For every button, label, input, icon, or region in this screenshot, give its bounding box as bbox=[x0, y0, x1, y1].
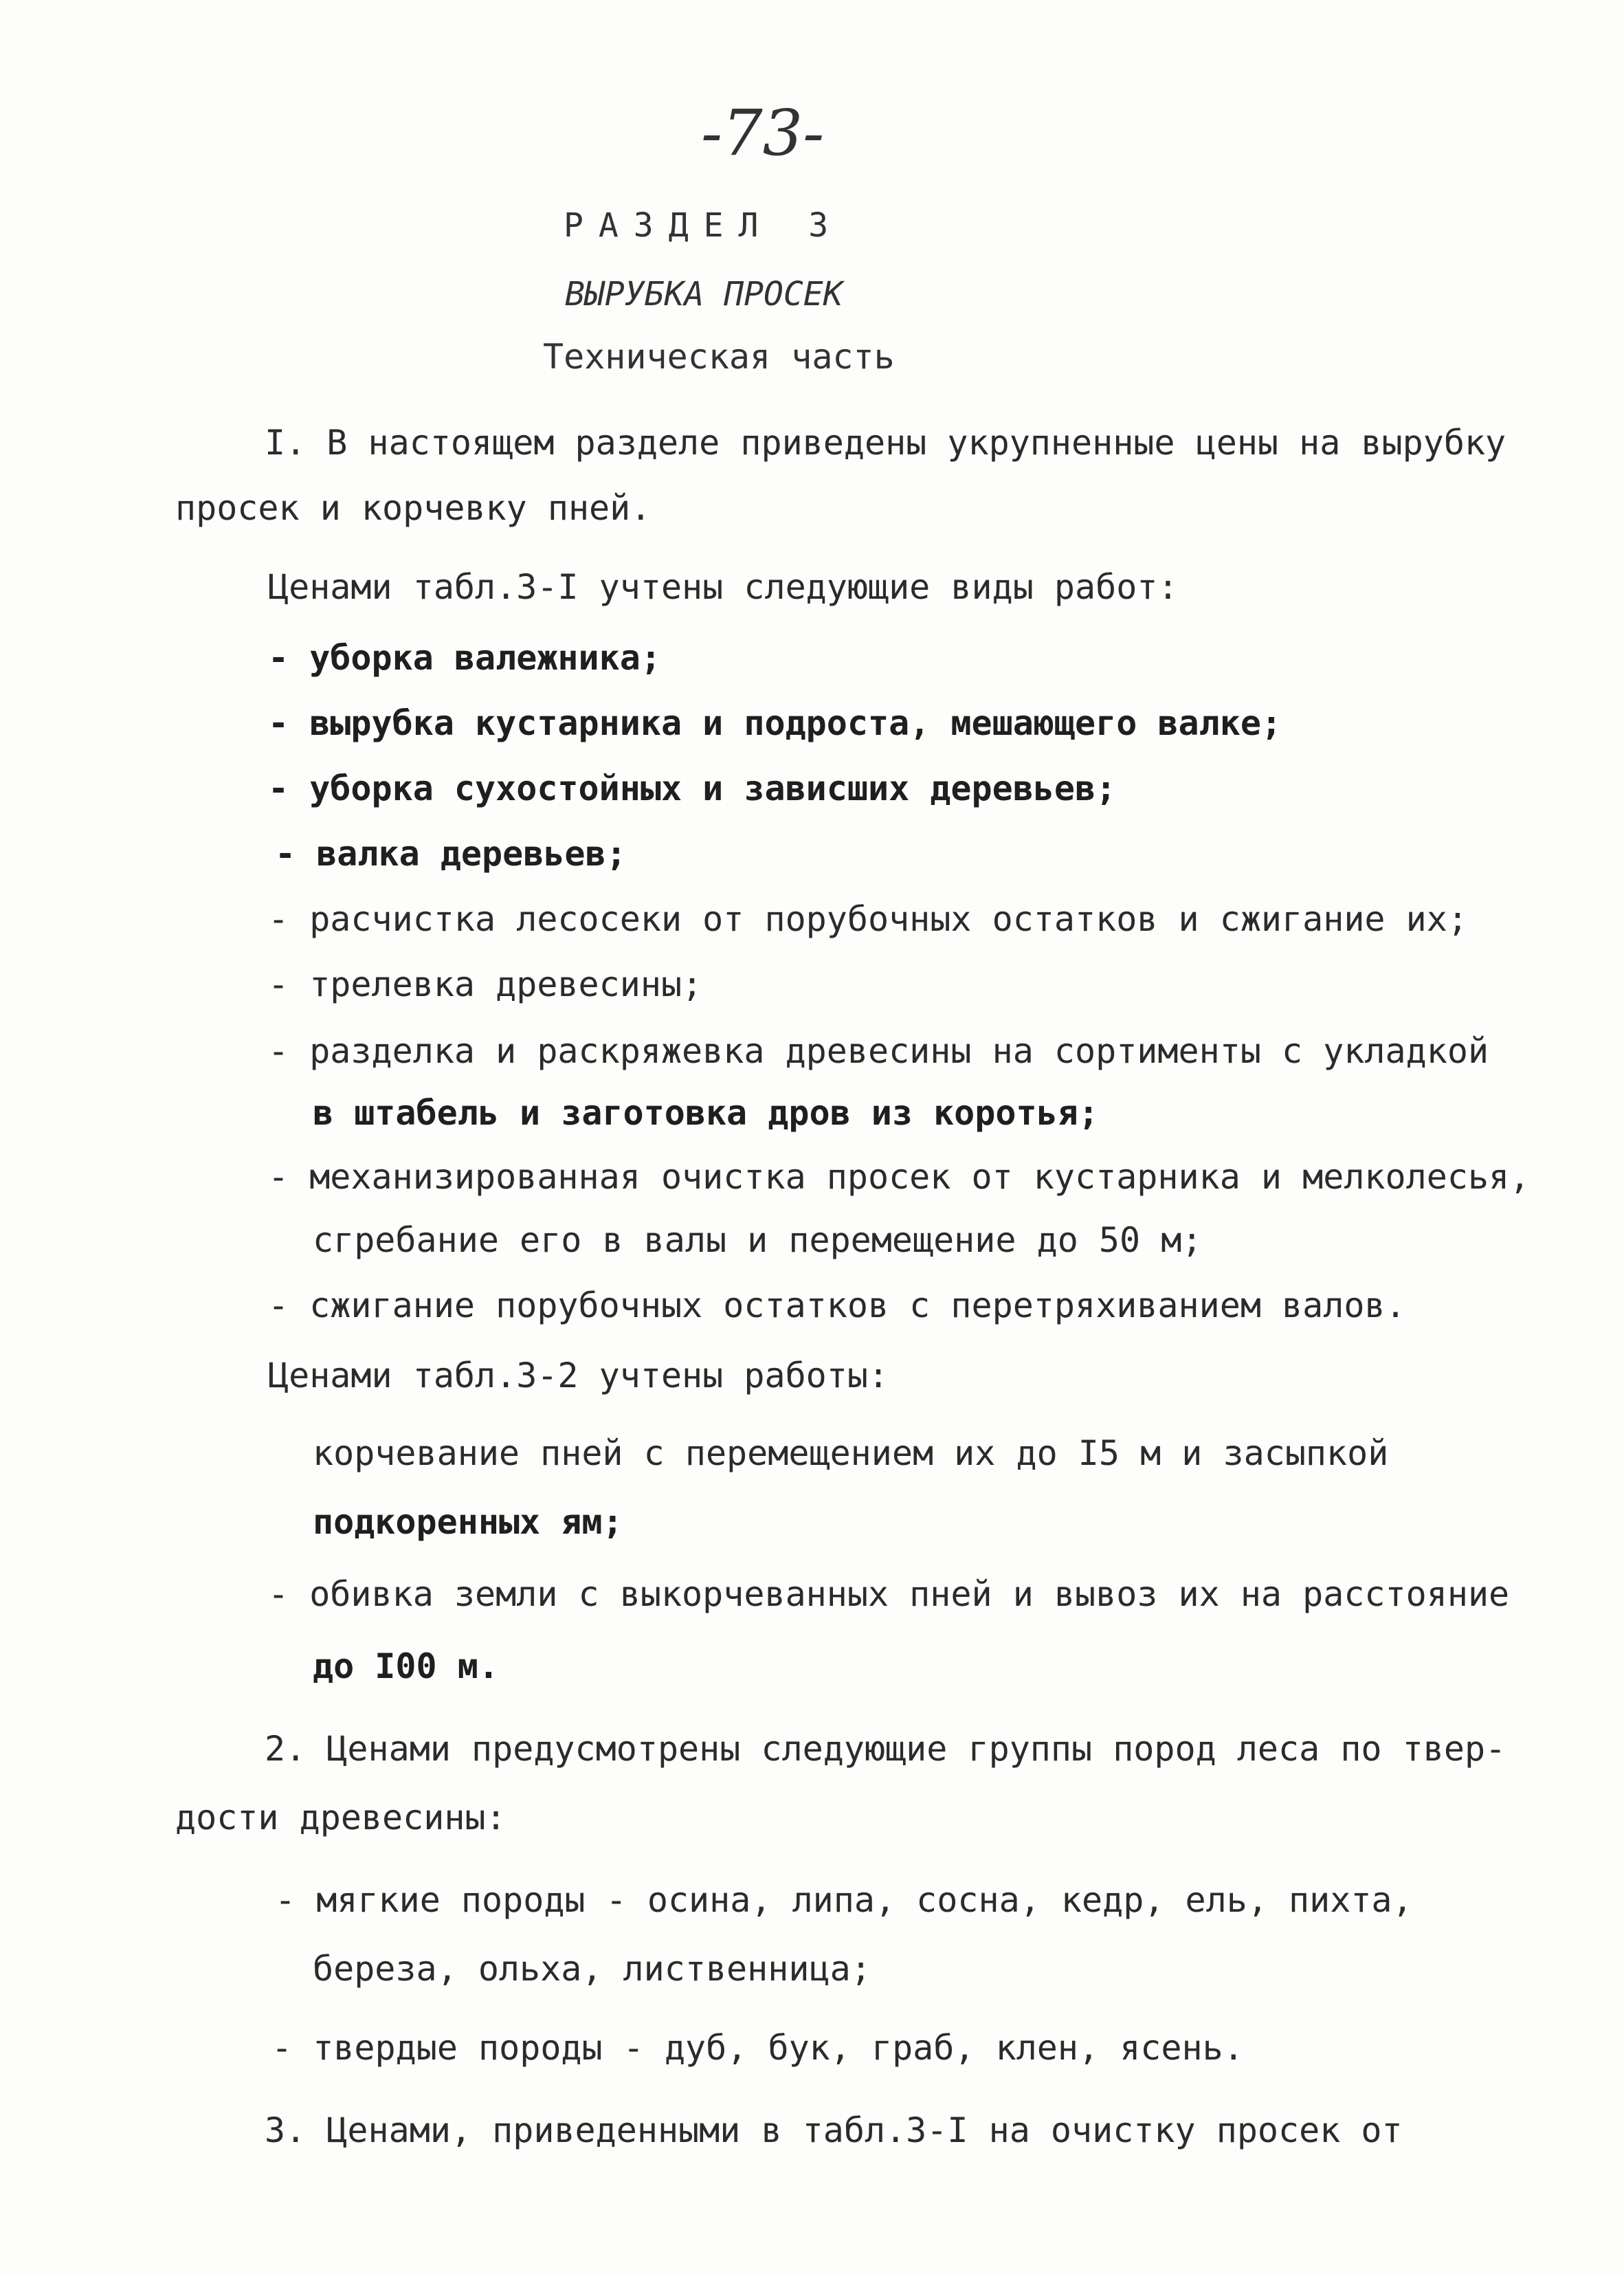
paragraph-line: дости древесины: bbox=[175, 1798, 507, 1837]
paragraph-line: Ценами табл.3-I учтены следующие виды работ: bbox=[268, 567, 1179, 607]
list-item: - расчистка лесосеки от порубочных остатков и сжигание их; bbox=[268, 899, 1468, 939]
list-item: береза, ольха, лиственница; bbox=[313, 1949, 871, 1989]
paragraph-line: 3. Ценами, приведенными в табл.3-I на очистку просек от bbox=[265, 2110, 1403, 2150]
list-item: в штабель и заготовка дров из коротья; bbox=[313, 1093, 1099, 1133]
list-item: - обивка земли с выкорчеванных пней и вывоз их на расстояние bbox=[268, 1574, 1510, 1614]
paragraph-line: Ценами табл.3-2 учтены работы: bbox=[268, 1356, 889, 1395]
page-number: -73- bbox=[701, 96, 825, 170]
paragraph-line: I. В настоящем разделе приведены укрупненные цены на вырубку bbox=[265, 423, 1506, 463]
section-label: РАЗДЕЛ 3 bbox=[564, 206, 844, 245]
list-item: - уборка сухостойных и зависших деревьев; bbox=[268, 769, 1117, 808]
list-item: корчевание пней с перемещением их до I5 м и засыпкой bbox=[313, 1433, 1389, 1473]
list-item: - сжигание порубочных остатков с перетряхиванием валов. bbox=[268, 1285, 1406, 1325]
list-item: подкоренных ям; bbox=[313, 1502, 623, 1542]
list-item: - механизированная очистка просек от кустарника и мелколесья, bbox=[268, 1157, 1531, 1197]
list-item: - мягкие породы - осина, липа, сосна, кедр, ель, пихта, bbox=[275, 1880, 1413, 1920]
paragraph-line: 2. Ценами предусмотрены следующие группы пород леса по твер- bbox=[265, 1729, 1506, 1769]
paragraph-line: просек и корчевку пней. bbox=[175, 488, 652, 528]
list-item: сгребание его в валы и перемещение до 50 м; bbox=[313, 1220, 1203, 1260]
list-item: - уборка валежника; bbox=[268, 638, 661, 678]
subtitle: Техническая часть bbox=[543, 337, 895, 377]
section-title: ВЫРУБКА ПРОСЕК bbox=[565, 275, 843, 313]
list-item: - разделка и раскряжевка древесины на сортименты с укладкой bbox=[268, 1031, 1489, 1071]
list-item: - валка деревьев; bbox=[275, 834, 627, 874]
list-item: - твердые породы - дуб, бук, граб, клен, ясень. bbox=[271, 2028, 1244, 2068]
list-item: - трелевка древесины; bbox=[268, 964, 703, 1004]
list-item: до I00 м. bbox=[313, 1646, 499, 1686]
list-item: - вырубка кустарника и подроста, мешающего валке; bbox=[268, 703, 1282, 743]
